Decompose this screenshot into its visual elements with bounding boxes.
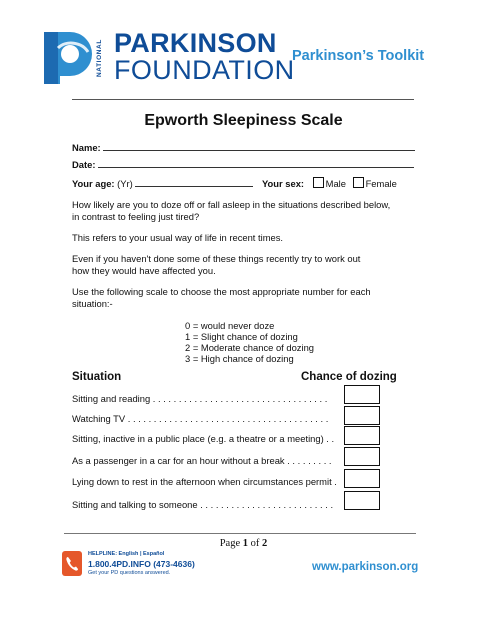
page-number: [0, 538, 487, 549]
female-checkbox[interactable]: [353, 177, 364, 188]
website-link[interactable]: www.parkinson.org: [312, 561, 419, 573]
dozing-score-input-6[interactable]: [344, 491, 380, 510]
situation-row-6: Sitting and talking to someone . . . . . . . . . . . . . . . . . . . . . . . . . .: [72, 499, 334, 510]
helpline-label: HELPLINE: English | Español: [88, 551, 165, 557]
page-current: 1: [242, 538, 249, 549]
instruction-3-line-2: how they would have affected you.: [72, 265, 216, 276]
situation-row-3: Sitting, inactive in a public place (e.g. a theatre or a meeting) . .: [72, 433, 335, 444]
age-unit: (Yr): [117, 178, 133, 189]
instruction-3-line-1: Even if you haven't done some of these things recently try to work out: [72, 253, 361, 264]
scale-item-1: 1 = Slight chance of dozing: [185, 331, 298, 342]
age-label: Your age:: [72, 178, 115, 189]
date-label: Date:: [72, 159, 96, 170]
dozing-score-input-1[interactable]: [344, 385, 380, 404]
logo-national-text: NATIONAL: [96, 39, 103, 77]
scale-item-2: 2 = Moderate chance of dozing: [185, 342, 314, 353]
instruction-1-line-2: in contrast to feeling just tired?: [72, 211, 200, 222]
situation-column-header: Situation: [72, 371, 122, 383]
phone-icon-glyph: [62, 551, 82, 576]
helpline-number[interactable]: 1.800.4PD.INFO (473-4636): [88, 559, 195, 569]
instruction-1-line-1: How likely are you to doze off or fall asleep in the situations described below,: [72, 199, 391, 210]
sex-label: Your sex:: [262, 178, 305, 189]
situation-row-1: Sitting and reading . . . . . . . . . . . . . . . . . . . . . . . . . . . . . . . . . .: [72, 393, 328, 404]
instruction-2-line-1: This refers to your usual way of life in recent times.: [72, 232, 284, 243]
dozing-score-input-5[interactable]: [344, 469, 380, 488]
page-of: of: [250, 538, 260, 549]
male-checkbox[interactable]: [313, 177, 324, 188]
parkinson-foundation-logo-icon: [38, 26, 100, 86]
instruction-paragraph-4: [72, 286, 371, 310]
helpline-tagline: Get your PD questions answered.: [88, 570, 171, 576]
footer-divider: [64, 533, 416, 534]
page-total: 2: [262, 538, 268, 549]
date-field[interactable]: [98, 158, 414, 168]
date-field-row: [72, 158, 414, 171]
instruction-paragraph-3: [72, 253, 360, 277]
situation-row-4: As a passenger in a car for an hour without a break . . . . . . . . .: [72, 455, 332, 466]
name-label: Name:: [72, 142, 101, 153]
page-label: Page: [219, 538, 241, 549]
dozing-scale: [185, 320, 314, 364]
instruction-4-line-1: Use the following scale to choose the most appropriate number for each: [72, 286, 371, 297]
scale-item-3: 3 = High chance of dozing: [185, 353, 294, 364]
instruction-4-line-2: situation:-: [72, 298, 113, 309]
age-field[interactable]: [135, 177, 253, 187]
instruction-paragraph-2: [72, 232, 283, 244]
female-option-label: Female: [365, 178, 397, 189]
situation-row-2: Watching TV . . . . . . . . . . . . . . . . . . . . . . . . . . . . . . . . . . . . . . .: [72, 413, 329, 424]
name-field[interactable]: [103, 141, 415, 151]
page-title: Epworth Sleepiness Scale: [144, 112, 343, 129]
logo-text-foundation: FOUNDATION: [114, 55, 295, 85]
toolkit-heading: Parkinson’s Toolkit: [292, 48, 425, 64]
name-field-row: [72, 141, 415, 154]
dozing-score-input-4[interactable]: [344, 447, 380, 466]
header-divider: [72, 99, 414, 100]
scale-item-0: 0 = would never doze: [185, 320, 275, 331]
phone-icon: [62, 551, 82, 576]
situation-row-5: Lying down to rest in the afternoon when circumstances permit .: [72, 476, 337, 487]
dozing-score-input-3[interactable]: [344, 426, 380, 445]
sex-field-row: [262, 177, 397, 190]
logo-text-parkinson: PARKINSON: [114, 28, 277, 58]
instruction-paragraph-1: [72, 199, 390, 223]
dozing-score-input-2[interactable]: [344, 406, 380, 425]
male-option-label: Male: [325, 178, 346, 189]
chance-column-header: Chance of dozing: [301, 371, 397, 383]
age-field-row: [72, 177, 253, 190]
